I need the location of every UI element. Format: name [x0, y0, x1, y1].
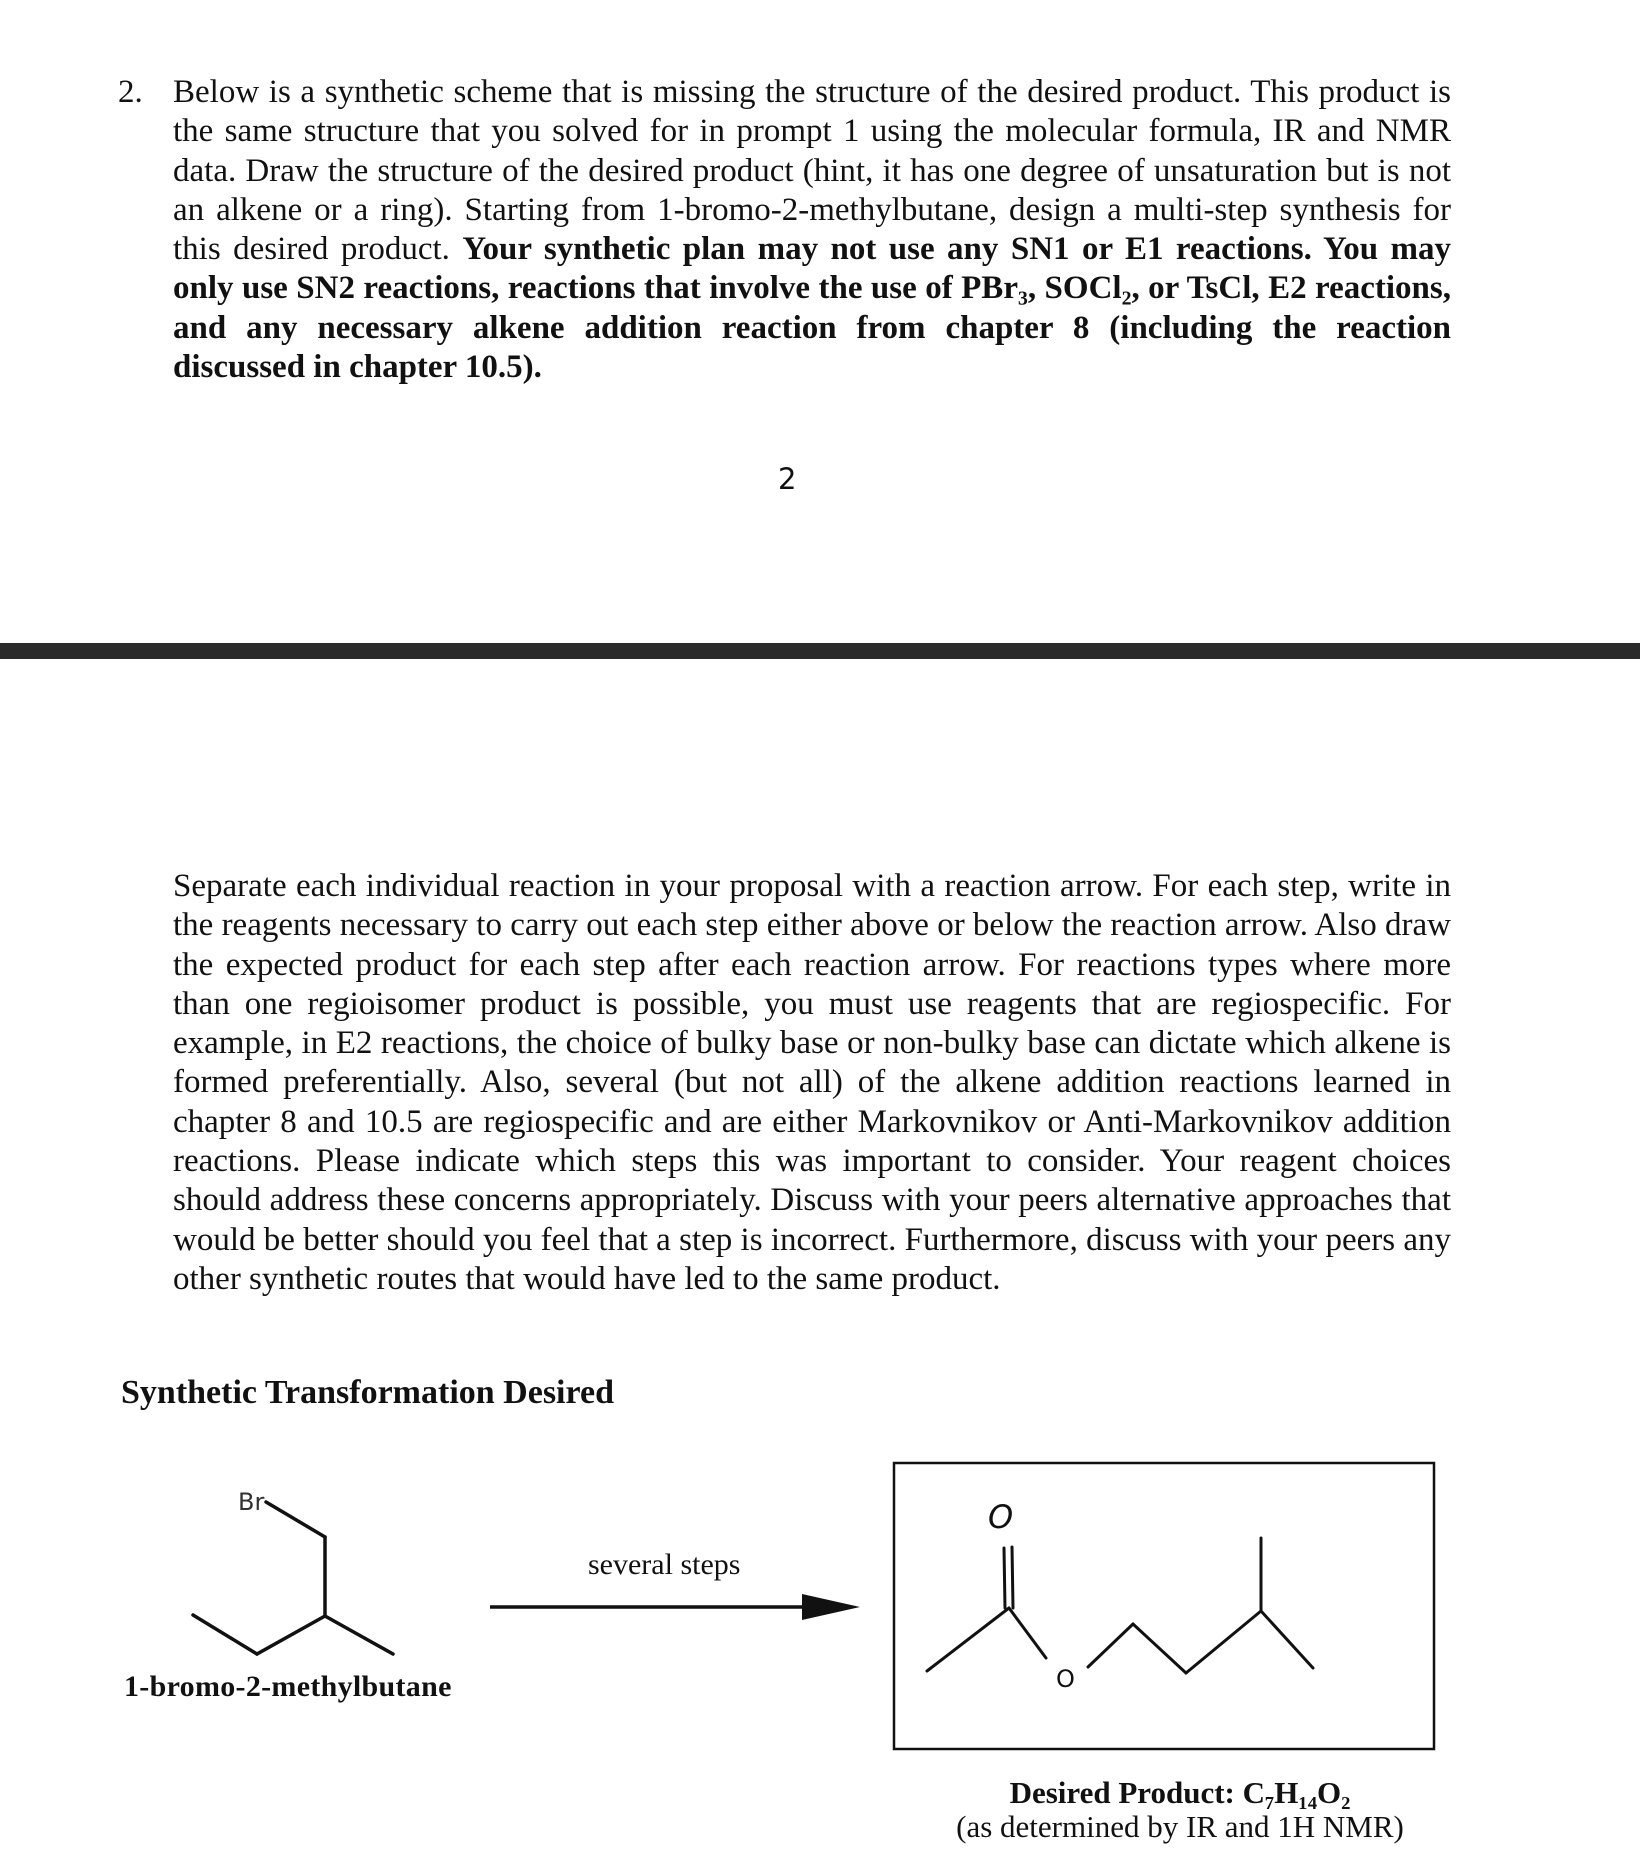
intro-bold-text: Your synthetic plan may not use any SN1 or E1 reactions. You may only use SN2 reactions, reactions that involve the use of PBr₃, SOCl₂, or TsCl, E2 reactions, and any necessary alkene addition reaction from chapter 8 (including the reaction discussed in chapter 10.5). [173, 231, 1451, 386]
arrow-label: several steps [588, 1548, 741, 1581]
instructions-paragraph: Separate each individual reaction in your proposal with a reaction arrow. For each step, write in the reagents necessary to carry out each step either above or below the reaction arrow. Also draw the expected product for each step after each reaction arrow. For reactions types where more than one regioisomer product is possible, you must use reagents that are regiospecific. For example, in E2 reactions, the choice of bulky base or non-bulky base can dictate which alkene is formed preferentially. Also, several (but not all) of the alkene addition reactions learned in chapter 8 and 10.5 are regiospecific and are either Markovnikov or Anti-Markovnikov addition reactions. Please indicate which steps this was important to consider. Your reagent choices should address these concerns appropriately. Discuss with your peers alternative approaches that would be better should you feel that a step is incorrect. Furthermore, discuss with your peers any other synthetic routes that would have led to the same product. [173, 868, 1451, 1297]
product-caption [940, 1776, 1420, 1844]
product-note: (as determined by IR and 1H NMR) [956, 1809, 1404, 1844]
carbonyl-bond-1 [1004, 1548, 1005, 1608]
scheme-heading: Synthetic Transformation Desired [121, 1374, 614, 1411]
question-number: 2. [118, 74, 143, 110]
acyl-o-bond [1009, 1608, 1046, 1658]
carbonyl-oxygen-label: O [988, 1498, 1014, 1536]
ester-oxygen-label: O [1056, 1665, 1075, 1693]
methyl-bond [325, 1616, 393, 1654]
starting-material-name: 1-bromo-2-methylbutane [124, 1670, 452, 1703]
carbonyl-bond-2 [1012, 1547, 1013, 1608]
intro-plain-text: Below is a synthetic scheme that is missing the structure of the desired product. This product is the same structure that you solved for in prompt 1 using the molecular formula, IR and NMR data. Draw the structure of the desired product (hint, it has one degree of unsaturation but is not an alkene or a ring). Starting from 1-bromo-2-methylbutane, design a multi-step synthesis for this desired product. [173, 74, 1451, 268]
product-box [894, 1463, 1434, 1749]
product-formula: Desired Product: C₇H₁₄O₂ [1009, 1775, 1351, 1810]
ch2-ch2-bond [1133, 1624, 1186, 1673]
c-br-bond [266, 1502, 325, 1537]
page-number: 2 [778, 462, 797, 496]
starting-material-skeleton [193, 1502, 393, 1654]
bromine-atom-label: Br [238, 1488, 265, 1516]
ch2-ch-bond [1186, 1611, 1261, 1673]
o-ch2-bond [1088, 1624, 1133, 1667]
acetyl-methyl-bond [927, 1608, 1009, 1671]
reaction-arrow-head [802, 1594, 860, 1620]
ch-methyl-down-bond [1261, 1611, 1313, 1668]
c3-c4-bond [193, 1615, 257, 1654]
product-structure [927, 1538, 1313, 1673]
c2-c3-bond [257, 1616, 325, 1654]
